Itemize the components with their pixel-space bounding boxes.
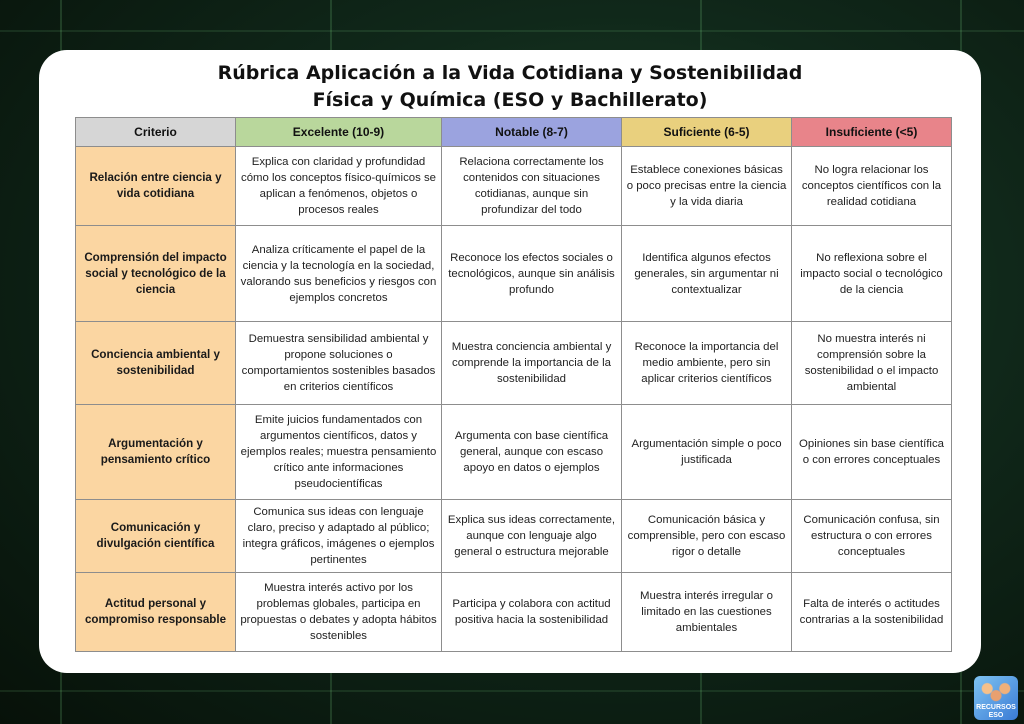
criterion-cell: Comprensión del impacto social y tecnológico de la ciencia bbox=[76, 226, 236, 322]
table-row bbox=[76, 573, 952, 652]
header-notable: Notable (8-7) bbox=[442, 118, 622, 147]
excelente-cell: Emite juicios fundamentados con argumentos científicos, datos y ejemplos reales; muestra pensamiento crítico ante informaciones pseudocientíficas bbox=[236, 405, 442, 500]
rubric-table bbox=[75, 117, 952, 652]
excelente-cell: Explica con claridad y profundidad cómo los conceptos físico-químicos se aplican a fenómenos, objetos o procesos reales bbox=[236, 147, 442, 226]
insuficiente-cell: Comunicación confusa, sin estructura o con errores conceptuales bbox=[792, 500, 952, 573]
excelente-cell: Analiza críticamente el papel de la ciencia y la tecnología en la sociedad, valorando sus beneficios y riesgos con ejemplos concretos bbox=[236, 226, 442, 322]
header-suficiente: Suficiente (6-5) bbox=[622, 118, 792, 147]
notable-cell: Participa y colabora con actitud positiva hacia la sostenibilidad bbox=[442, 573, 622, 652]
notable-cell: Muestra conciencia ambiental y comprende la importancia de la sostenibilidad bbox=[442, 322, 622, 405]
criterion-cell: Actitud personal y compromiso responsable bbox=[76, 573, 236, 652]
rubric-card bbox=[39, 50, 981, 673]
notable-cell: Argumenta con base científica general, aunque con escaso apoyo en datos o ejemplos bbox=[442, 405, 622, 500]
criterion-cell: Argumentación y pensamiento crítico bbox=[76, 405, 236, 500]
page-title bbox=[39, 60, 981, 114]
header-row bbox=[76, 118, 952, 147]
header-insuficiente: Insuficiente (<5) bbox=[792, 118, 952, 147]
header-criterio: Criterio bbox=[76, 118, 236, 147]
insuficiente-cell: No muestra interés ni comprensión sobre la sostenibilidad o el impacto ambiental bbox=[792, 322, 952, 405]
table-row bbox=[76, 500, 952, 573]
excelente-cell: Demuestra sensibilidad ambiental y propone soluciones o comportamientos sostenibles basados en criterios científicos bbox=[236, 322, 442, 405]
avatars-icon bbox=[974, 676, 1018, 704]
suficiente-cell: Argumentación simple o poco justificada bbox=[622, 405, 792, 500]
suficiente-cell: Establece conexiones básicas o poco precisas entre la ciencia y la vida diaria bbox=[622, 147, 792, 226]
table-row bbox=[76, 322, 952, 405]
criterion-cell: Comunicación y divulgación científica bbox=[76, 500, 236, 573]
table-row bbox=[76, 226, 952, 322]
notable-cell: Relaciona correctamente los contenidos con situaciones cotidianas, aunque sin profundizar del todo bbox=[442, 147, 622, 226]
excelente-cell: Muestra interés activo por los problemas globales, participa en propuestas o debates y adopta hábitos sostenibles bbox=[236, 573, 442, 652]
criterion-cell: Conciencia ambiental y sostenibilidad bbox=[76, 322, 236, 405]
criterion-cell: Relación entre ciencia y vida cotidiana bbox=[76, 147, 236, 226]
insuficiente-cell: Opiniones sin base científica o con errores conceptuales bbox=[792, 405, 952, 500]
suficiente-cell: Comunicación básica y comprensible, pero con escaso rigor o detalle bbox=[622, 500, 792, 573]
notable-cell: Explica sus ideas correctamente, aunque con lenguaje algo general o estructura mejorable bbox=[442, 500, 622, 573]
logo-label: RECURSOS ESO bbox=[976, 704, 1016, 719]
table-row bbox=[76, 405, 952, 500]
insuficiente-cell: Falta de interés o actitudes contrarias a la sostenibilidad bbox=[792, 573, 952, 652]
background-gridline bbox=[0, 30, 1024, 32]
suficiente-cell: Muestra interés irregular o limitado en las cuestiones ambientales bbox=[622, 573, 792, 652]
suficiente-cell: Reconoce la importancia del medio ambiente, pero sin aplicar criterios científicos bbox=[622, 322, 792, 405]
title-line-2: Física y Química (ESO y Bachillerato) bbox=[312, 89, 708, 111]
title-line-1: Rúbrica Aplicación a la Vida Cotidiana y Sostenibilidad bbox=[217, 62, 803, 84]
recursos-eso-logo bbox=[974, 676, 1018, 720]
excelente-cell: Comunica sus ideas con lenguaje claro, preciso y adaptado al público; integra gráficos, imágenes o ejemplos pertinentes bbox=[236, 500, 442, 573]
suficiente-cell: Identifica algunos efectos generales, sin argumentar ni contextualizar bbox=[622, 226, 792, 322]
insuficiente-cell: No reflexiona sobre el impacto social o tecnológico de la ciencia bbox=[792, 226, 952, 322]
header-excelente: Excelente (10-9) bbox=[236, 118, 442, 147]
insuficiente-cell: No logra relacionar los conceptos científicos con la realidad cotidiana bbox=[792, 147, 952, 226]
notable-cell: Reconoce los efectos sociales o tecnológicos, aunque sin análisis profundo bbox=[442, 226, 622, 322]
background-gridline bbox=[0, 690, 1024, 692]
table-row bbox=[76, 147, 952, 226]
